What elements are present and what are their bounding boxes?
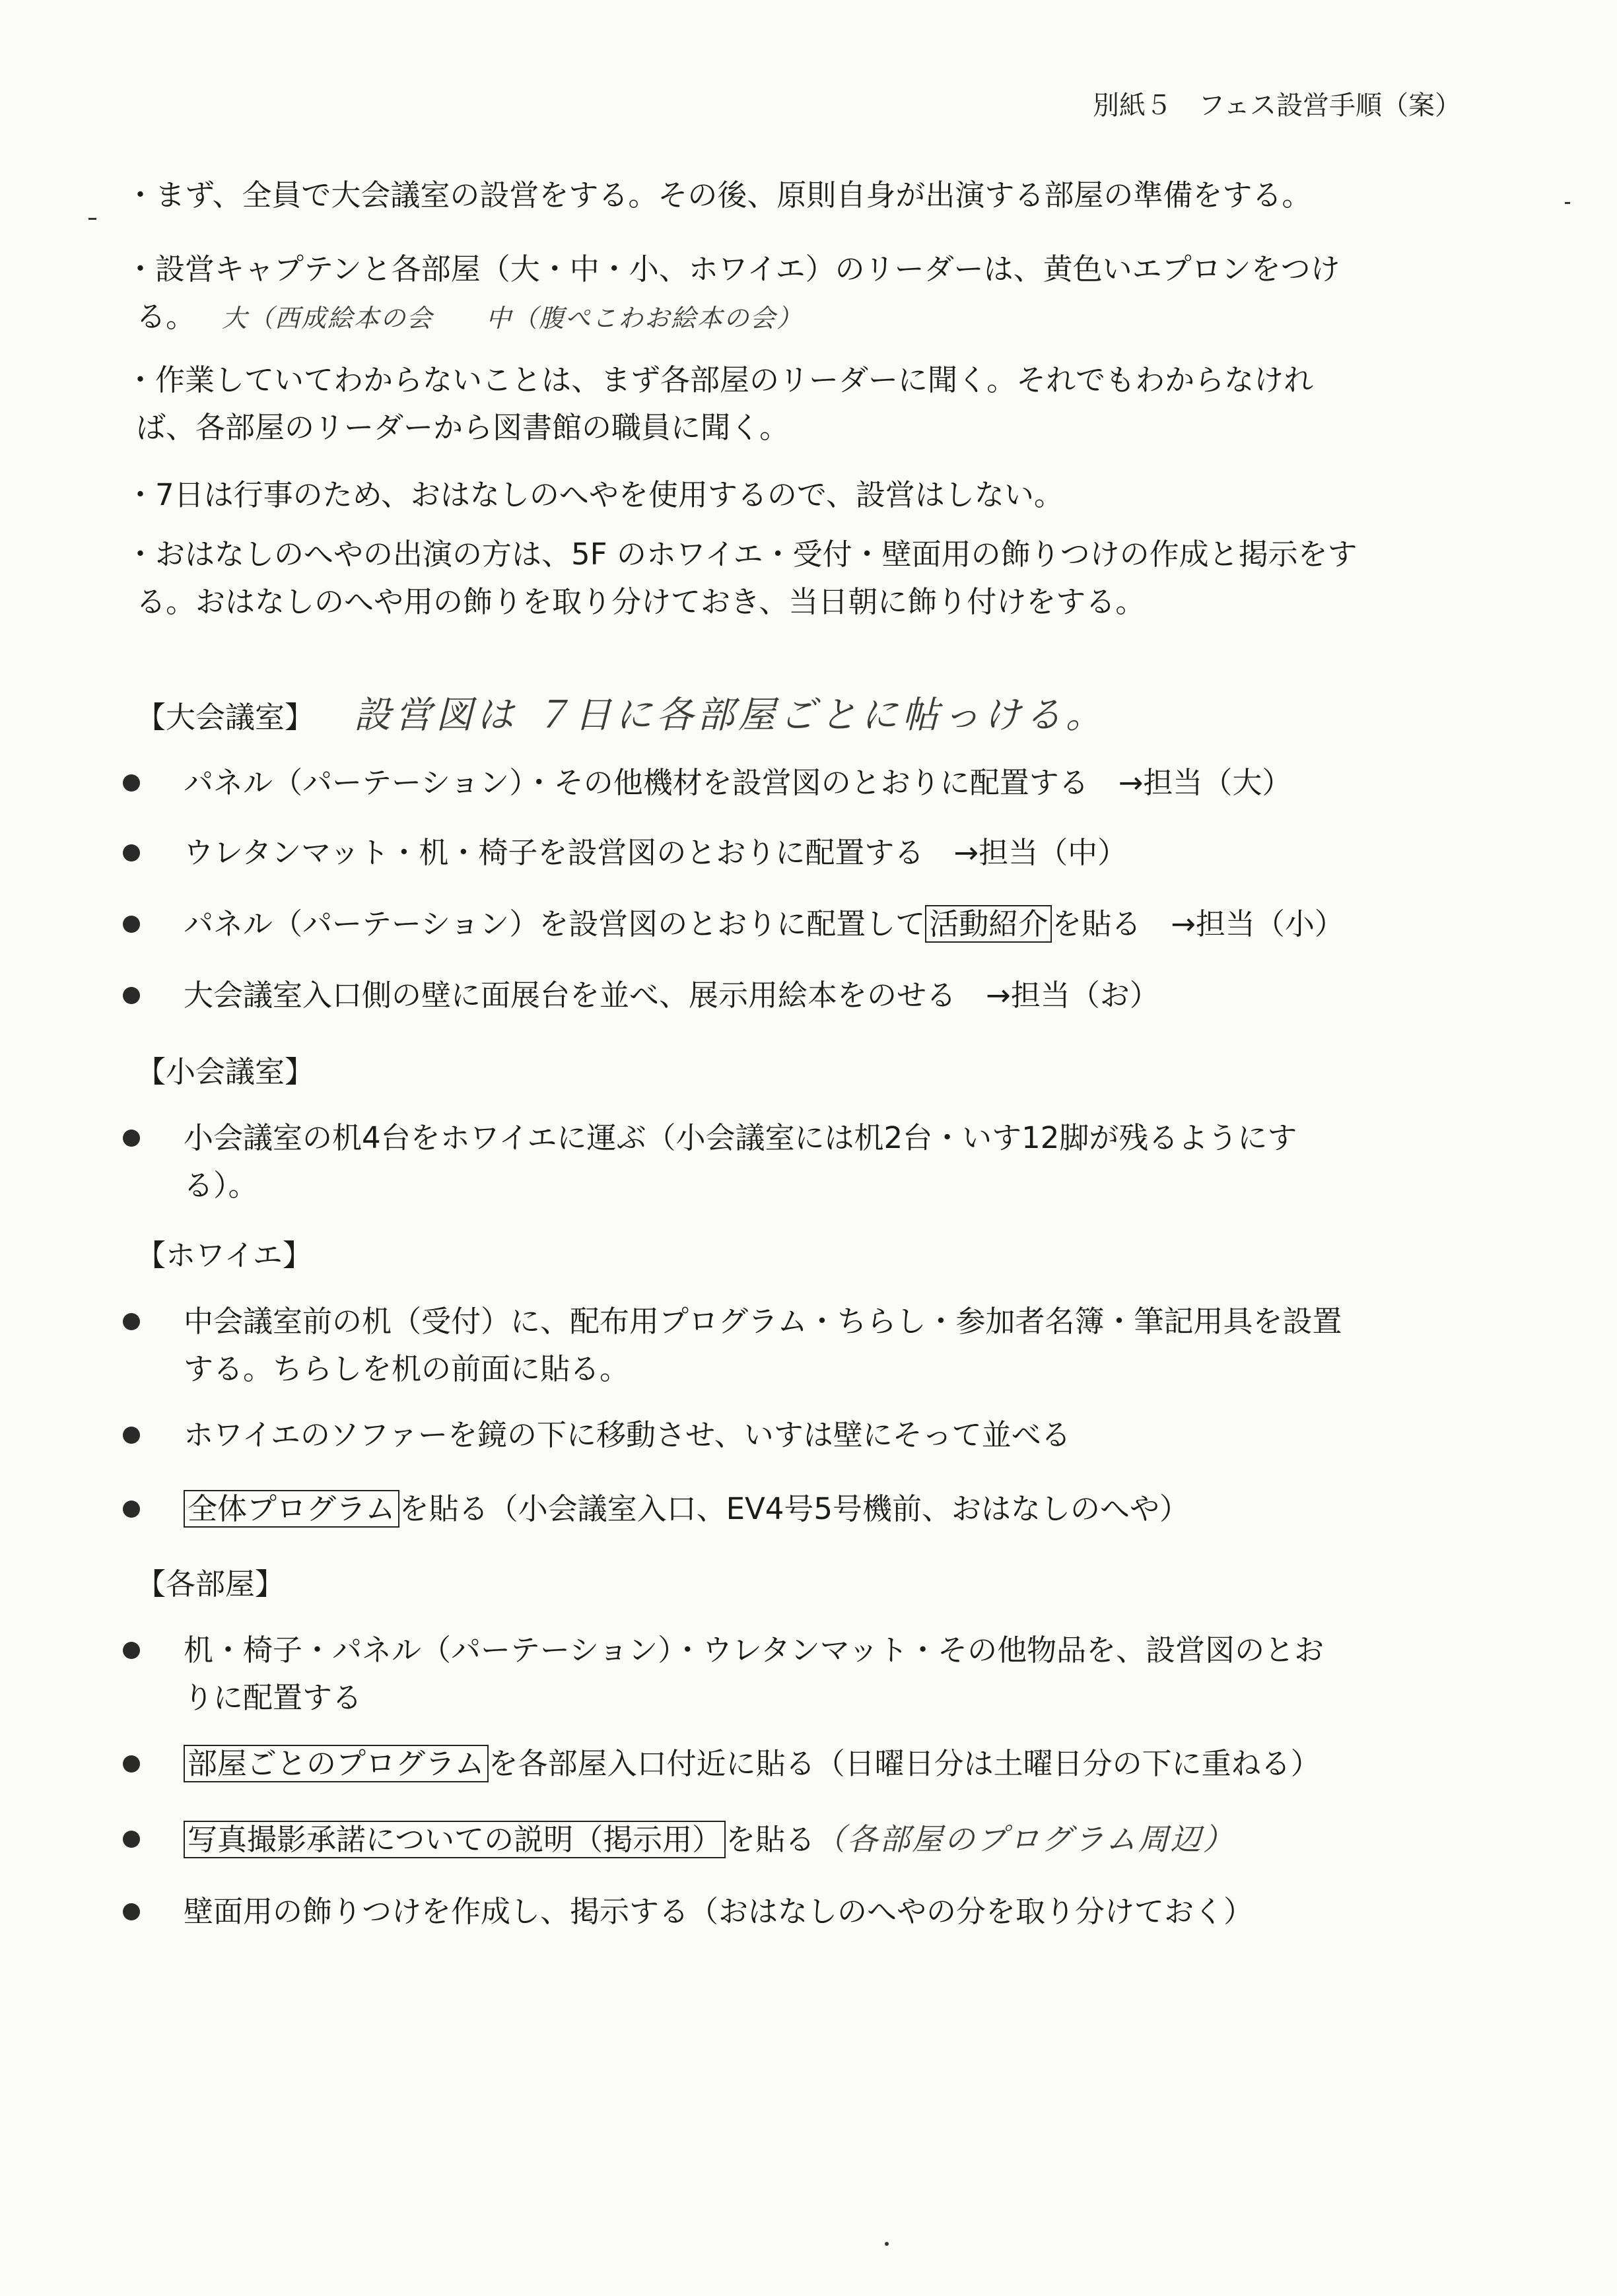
- section-large-room: [136, 696, 1107, 737]
- intro-line: ・作業していてわからないことは、まず各部屋のリーダーに聞く。それでもわからなけれ: [125, 362, 1314, 397]
- item-text: [184, 1815, 1483, 1864]
- intro-line: ・おはなしのへやの出演の方は、5F のホワイエ・受付・壁面用の飾りつけの作成と掲示をす: [125, 537, 1358, 572]
- boxed-label: 全体プログラム: [184, 1490, 399, 1528]
- bullet-icon: [123, 844, 140, 861]
- list-item: [123, 829, 1483, 877]
- item-text: する。ちらしを机の前面に貼る。: [184, 1351, 630, 1386]
- item-text: ウレタンマット・机・椅子を設営図のとおりに配置する →担当（中）: [184, 835, 1128, 870]
- list-item: [123, 1485, 1483, 1533]
- intro-line: ば、各部屋のリーダーから図書館の職員に聞く。: [136, 410, 790, 445]
- bullet-icon: [123, 916, 140, 933]
- intro-para-4: [125, 471, 1479, 519]
- intro-para-2: [125, 246, 1479, 342]
- item-text: 中会議室前の机（受付）に、配布用プログラム・ちらし・参加者名簿・筆記用具を設置: [184, 1304, 1342, 1339]
- list-item: [123, 1298, 1483, 1393]
- section-title: 【ホワイエ】: [136, 1238, 312, 1273]
- item-text: [184, 1740, 1483, 1788]
- list-item: [123, 900, 1483, 948]
- list-item: [123, 1815, 1483, 1864]
- section-title: 【小会議室】: [136, 1054, 315, 1089]
- list-item: [123, 1627, 1483, 1722]
- section-title: 【各部屋】: [136, 1567, 285, 1602]
- bullet-icon: [123, 1903, 140, 1920]
- item-text-part: を貼る →担当（小）: [1052, 906, 1344, 941]
- item-text: りに配置する: [184, 1680, 362, 1715]
- handwritten-note: （各部屋のプログラム周辺）: [815, 1821, 1235, 1857]
- section-foyer: [136, 1236, 312, 1275]
- item-text-part: を各部屋入口付近に貼る（日曜日分は土曜日分の下に重ねる）: [488, 1746, 1321, 1781]
- bullet-icon: [123, 1427, 140, 1444]
- intro-para-1: [125, 172, 1479, 219]
- bullet-icon: [123, 1130, 140, 1147]
- list-item: [123, 972, 1483, 1019]
- section-each-room: [136, 1565, 285, 1604]
- item-text: [184, 900, 1483, 948]
- item-text-part: を貼る（小会議室入口、EV4号5号機前、おはなしのへや）: [399, 1491, 1190, 1526]
- bullet-icon: [123, 1755, 140, 1773]
- bullet-icon: [123, 987, 140, 1004]
- handwritten-note: 大（西成絵本の会 中（腹ぺこわお絵本の会）: [222, 304, 804, 333]
- list-item: [123, 1888, 1483, 1936]
- intro-para-3: [125, 356, 1479, 452]
- bullet-icon: [123, 1642, 140, 1659]
- item-text: 小会議室の机4台をホワイエに運ぶ（小会議室には机2台・いす12脚が残るようにす: [184, 1120, 1297, 1155]
- item-text: ホワイエのソファーを鏡の下に移動させ、いすは壁にそって並べる: [184, 1417, 1071, 1452]
- list-item: [123, 759, 1483, 807]
- intro-line: [125, 293, 1479, 342]
- boxed-label: 活動紹介: [925, 905, 1052, 943]
- intro-line: る。おはなしのへや用の飾りを取り分けておき、当日朝に飾り付けをする。: [136, 584, 1146, 619]
- intro-text: る。: [136, 299, 196, 334]
- scan-mark: [1565, 202, 1570, 204]
- item-text-part: を貼る: [726, 1822, 815, 1857]
- item-text-part: パネル（パーテーション）を設営図のとおりに配置して: [184, 906, 926, 941]
- section-title: 【大会議室】: [136, 700, 315, 735]
- boxed-label: 部屋ごとのプログラム: [184, 1745, 489, 1782]
- intro-para-5: [125, 531, 1479, 626]
- intro-line: ・設営キャプテンと各部屋（大・中・小、ホワイエ）のリーダーは、黄色いエプロンをつけ: [125, 252, 1340, 287]
- item-text: 机・椅子・パネル（パーテーション）・ウレタンマット・その他物品を、設営図のとお: [184, 1633, 1325, 1668]
- item-text: [184, 1485, 1483, 1533]
- bullet-icon: [123, 1313, 140, 1330]
- item-text: 大会議室入口側の壁に面展台を並べ、展示用絵本をのせる →担当（お）: [184, 978, 1159, 1013]
- page-header: 別紙５ フェス設営手順（案）: [1093, 90, 1461, 121]
- bullet-icon: [123, 1501, 140, 1518]
- intro-line: ・7日は行事のため、おはなしのへやを使用するので、設営はしない。: [125, 477, 1064, 512]
- list-item: [123, 1740, 1483, 1788]
- list-item: [123, 1411, 1483, 1459]
- item-text: パネル（パーテーション）・その他機材を設営図のとおりに配置する →担当（大）: [184, 765, 1292, 800]
- list-item: [123, 1114, 1483, 1209]
- boxed-label: 写真撮影承諾についての説明（掲示用）: [184, 1821, 726, 1858]
- scan-mark: [885, 2242, 889, 2246]
- section-small-room: [136, 1052, 314, 1092]
- bullet-icon: [123, 1831, 140, 1848]
- bullet-icon: [123, 774, 140, 792]
- handwritten-note: 設営図は ７日に各部屋ごとに帖っける。: [354, 694, 1107, 737]
- intro-line: ・まず、全員で大会議室の設営をする。その後、原則自身が出演する部屋の準備をする。: [125, 178, 1312, 213]
- item-text: 壁面用の飾りつけを作成し、掲示する（おはなしのへやの分を取り分けておく）: [184, 1894, 1254, 1929]
- scan-mark: [88, 218, 96, 220]
- item-text: る）。: [184, 1168, 258, 1203]
